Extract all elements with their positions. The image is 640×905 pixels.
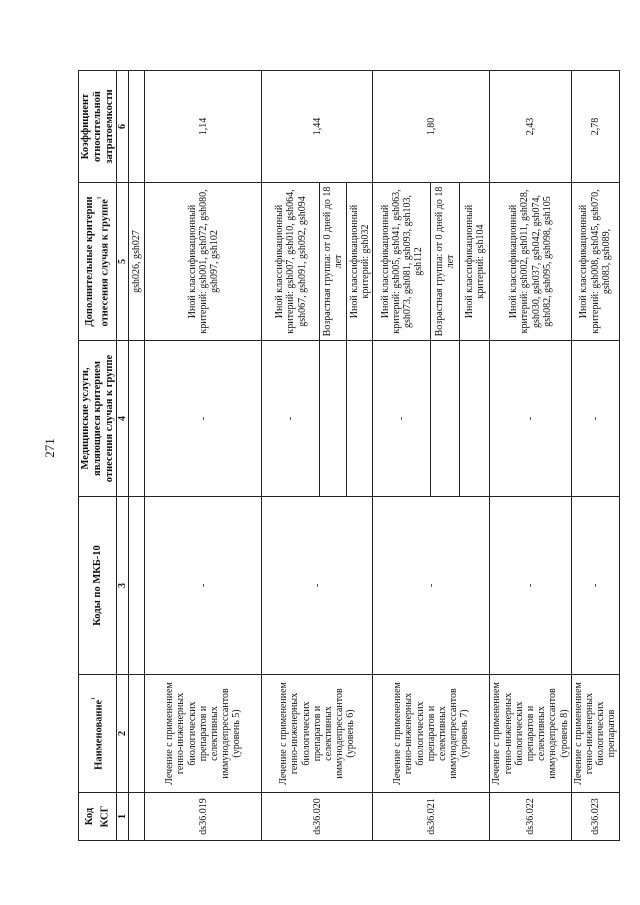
ksg-code: ds36.023: [571, 793, 619, 841]
mkb-codes: -: [373, 497, 490, 675]
coefficient: 2,78: [571, 71, 619, 183]
header-row: [79, 71, 117, 841]
criterion-cell: Иной классификационный критерий: gsh001, gsh072, gsh080, gsh097, gsh102: [145, 183, 262, 341]
coefficient: 1,44: [262, 71, 373, 183]
criterion-cell: Возрастная группа: от 0 дней до 18 лет: [431, 183, 460, 341]
table-row: [373, 71, 431, 841]
criterion-cell: Возрастная группа: от 0 дней до 18 лет: [320, 183, 347, 341]
criterion-cell: Иной классификационный критерий: gsh007, gsh010, gsh064, gsh067, gsh091, gsh092, gsh094: [262, 183, 320, 341]
rotated-table-wrapper: [78, 71, 618, 841]
continuation-row: [129, 71, 145, 841]
header-criteria: Дополнительные критерии отнесения случая к группе$^{^1}$: [79, 183, 117, 341]
criterion-cell: Иной классификационный критерий: gsh032: [347, 183, 373, 341]
column-number: 6: [117, 71, 129, 183]
ksg-name: Лечение с применением генно-инженерных биологических препаратов: [571, 675, 619, 793]
ksg-name: Лечение с применением генно-инженерных биологических препаратов и селективных иммунодепрессантов (уровень 5): [145, 675, 262, 793]
column-number: 1: [117, 793, 129, 841]
table-row: [145, 71, 262, 841]
table-row: [490, 71, 571, 841]
medical-services: [320, 341, 347, 497]
criterion-cell: Иной классификационный критерий: gsh104: [460, 183, 490, 341]
coefficient: 1,80: [373, 71, 490, 183]
criterion-cell: Иной классификационный критерий: gsh002, gsh011, gsh028, gsh030, gsh037, gsh042, gsh074, gsh082, gsh095, gsh098, gsh105: [490, 183, 571, 341]
mkb-codes: -: [571, 497, 619, 675]
column-number: 3: [117, 497, 129, 675]
header-name: Наименование$^{^1}$: [79, 675, 117, 793]
cell: [129, 793, 145, 841]
medical-services: -: [262, 341, 320, 497]
ksg-code: ds36.021: [373, 793, 490, 841]
page-number: 271: [42, 438, 57, 458]
medical-services: [347, 341, 373, 497]
cell: [129, 497, 145, 675]
criterion-cell: Иной классификационный критерий: gsh008, gsh045, gsh070, gsh083, gsh089,: [571, 183, 619, 341]
medical-services: -: [571, 341, 619, 497]
ksg-code: ds36.020: [262, 793, 373, 841]
ksg-name: Лечение с применением генно-инженерных биологических препаратов и селективных иммунодепрессантов (уровень 6): [262, 675, 373, 793]
ksg-name: Лечение с применением генно-инженерных биологических препаратов и селективных иммунодепрессантов (уровень 8): [490, 675, 571, 793]
header-mkb: Коды по МКБ-10: [79, 497, 117, 675]
column-number: 4: [117, 341, 129, 497]
medical-services: [460, 341, 490, 497]
cell: [129, 341, 145, 497]
mkb-codes: -: [145, 497, 262, 675]
medical-services: -: [490, 341, 571, 497]
ksg-name: Лечение с применением генно-инженерных биологических препаратов и селективных иммунодепрессантов (уровень 7): [373, 675, 490, 793]
header-coefficient: Коэффициент относительной затратоемкости: [79, 71, 117, 183]
header-code: Код КСГ: [79, 793, 117, 841]
column-number: 2: [117, 675, 129, 793]
mkb-codes: -: [490, 497, 571, 675]
ksg-code: ds36.019: [145, 793, 262, 841]
column-number: 5: [117, 183, 129, 341]
cell: [129, 675, 145, 793]
criterion-cell: Иной классификационный критерий: gsh005, gsh041, gsh063, gsh073, gsh081, gsh093, gsh103, gsh112: [373, 183, 431, 341]
coefficient: 1,14: [145, 71, 262, 183]
ksg-code: ds36.022: [490, 793, 571, 841]
medical-services: [431, 341, 460, 497]
coefficient: 2,43: [490, 71, 571, 183]
criterion-cell: gsh026, gsh027: [129, 183, 145, 341]
medical-services: -: [145, 341, 262, 497]
header-services: Медицинские услуги, являющиеся критерием отнесения случая к группе: [79, 341, 117, 497]
mkb-codes: -: [262, 497, 373, 675]
table-row: [571, 71, 619, 841]
ksg-table: [78, 70, 620, 841]
medical-services: -: [373, 341, 431, 497]
table-row: [262, 71, 320, 841]
cell: [129, 71, 145, 183]
column-number-row: [117, 71, 129, 841]
